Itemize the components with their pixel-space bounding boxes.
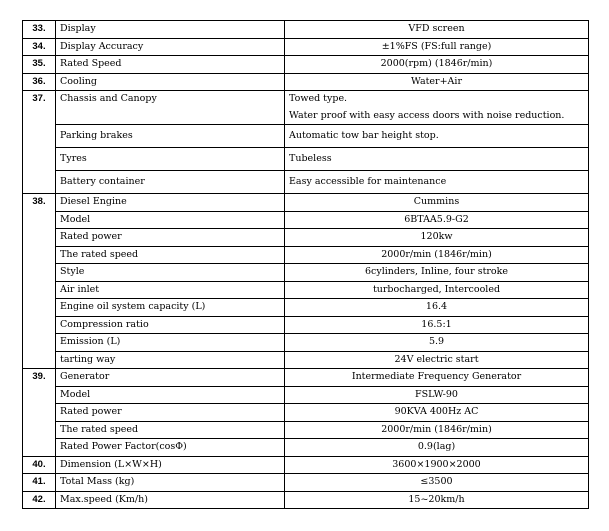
row-label: Diesel Engine bbox=[56, 194, 285, 212]
row-label: Model bbox=[56, 386, 285, 404]
row-value: Intermediate Frequency Generator bbox=[285, 369, 589, 387]
row-label: Rated Power Factor(cosΦ) bbox=[56, 439, 285, 457]
row-label: The rated speed bbox=[56, 246, 285, 264]
table-row bbox=[23, 474, 589, 492]
row-label: tarting way bbox=[56, 351, 285, 369]
table-row bbox=[23, 73, 589, 91]
table-row bbox=[23, 386, 589, 404]
row-label: Display Accuracy bbox=[56, 38, 285, 56]
table-row bbox=[23, 38, 589, 56]
table-row bbox=[23, 456, 589, 474]
row-label: Battery container bbox=[56, 171, 285, 194]
row-value: 120kw bbox=[285, 229, 589, 247]
table-row bbox=[23, 421, 589, 439]
row-value: 6cylinders, Inline, four stroke bbox=[285, 264, 589, 282]
table-row bbox=[23, 439, 589, 457]
row-label: Compression ratio bbox=[56, 316, 285, 334]
row-value: 15~20km/h bbox=[285, 491, 589, 509]
row-value: Cummins bbox=[285, 194, 589, 212]
row-label: Model bbox=[56, 211, 285, 229]
row-label: Rated Speed bbox=[56, 56, 285, 74]
row-value: 5.9 bbox=[285, 334, 589, 352]
row-value: Water+Air bbox=[285, 73, 589, 91]
row-value: 2000(rpm) (1846r/min) bbox=[285, 56, 589, 74]
row-label: Cooling bbox=[56, 73, 285, 91]
row-value: 2000r/min (1846r/min) bbox=[285, 421, 589, 439]
row-value: 3600×1900×2000 bbox=[285, 456, 589, 474]
row-value: FSLW-90 bbox=[285, 386, 589, 404]
row-value: Tubeless bbox=[285, 148, 589, 171]
row-label: Tyres bbox=[56, 148, 285, 171]
row-label: Generator bbox=[56, 369, 285, 387]
row-label: The rated speed bbox=[56, 421, 285, 439]
row-value: Easy accessible for maintenance bbox=[285, 171, 589, 194]
table-row bbox=[23, 171, 589, 194]
row-label: Air inlet bbox=[56, 281, 285, 299]
table-row bbox=[23, 491, 589, 509]
table-row bbox=[23, 351, 589, 369]
table-row bbox=[23, 281, 589, 299]
row-value: turbocharged, Intercooled bbox=[285, 281, 589, 299]
row-label: Display bbox=[56, 21, 285, 39]
table-row bbox=[23, 91, 589, 125]
row-value-line: Water proof with easy access doors with noise reduction. bbox=[289, 109, 565, 121]
row-number: 38. bbox=[23, 194, 56, 369]
row-value: VFD screen bbox=[285, 21, 589, 39]
table-row bbox=[23, 299, 589, 317]
table-row bbox=[23, 56, 589, 74]
row-value-line: Towed type. bbox=[289, 93, 348, 104]
row-number: 34. bbox=[23, 38, 56, 56]
table-row bbox=[23, 369, 589, 387]
row-value: 2000r/min (1846r/min) bbox=[285, 246, 589, 264]
row-label: Dimension (L×W×H) bbox=[56, 456, 285, 474]
table-row bbox=[23, 21, 589, 39]
row-value: 6BTAA5.9-G2 bbox=[285, 211, 589, 229]
row-label: Total Mass (kg) bbox=[56, 474, 285, 492]
row-value bbox=[285, 91, 589, 125]
table-row bbox=[23, 316, 589, 334]
table-row bbox=[23, 229, 589, 247]
row-value: 90KVA 400Hz AC bbox=[285, 404, 589, 422]
table-row bbox=[23, 264, 589, 282]
table-row bbox=[23, 194, 589, 212]
row-label: Chassis and Canopy bbox=[56, 91, 285, 125]
row-number: 42. bbox=[23, 491, 56, 509]
row-label: Style bbox=[56, 264, 285, 282]
row-number: 36. bbox=[23, 73, 56, 91]
row-value: Automatic tow bar height stop. bbox=[285, 125, 589, 148]
row-value: 0.9(lag) bbox=[285, 439, 589, 457]
row-label: Emission (L) bbox=[56, 334, 285, 352]
table-row bbox=[23, 211, 589, 229]
row-number: 37. bbox=[23, 91, 56, 194]
row-label: Engine oil system capacity (L) bbox=[56, 299, 285, 317]
row-number: 40. bbox=[23, 456, 56, 474]
row-number: 33. bbox=[23, 21, 56, 39]
row-value: ≤3500 bbox=[285, 474, 589, 492]
row-label: Parking brakes bbox=[56, 125, 285, 148]
spec-table bbox=[22, 20, 589, 509]
row-value: 16.5:1 bbox=[285, 316, 589, 334]
row-value: ±1%FS (FS:full range) bbox=[285, 38, 589, 56]
row-label: Max.speed (Km/h) bbox=[56, 491, 285, 509]
table-row bbox=[23, 148, 589, 171]
row-number: 35. bbox=[23, 56, 56, 74]
row-number: 39. bbox=[23, 369, 56, 457]
row-value: 24V electric start bbox=[285, 351, 589, 369]
table-row bbox=[23, 246, 589, 264]
row-value: 16.4 bbox=[285, 299, 589, 317]
table-row bbox=[23, 334, 589, 352]
table-row bbox=[23, 125, 589, 148]
row-label: Rated power bbox=[56, 404, 285, 422]
row-number: 41. bbox=[23, 474, 56, 492]
row-label: Rated power bbox=[56, 229, 285, 247]
table-row bbox=[23, 404, 589, 422]
